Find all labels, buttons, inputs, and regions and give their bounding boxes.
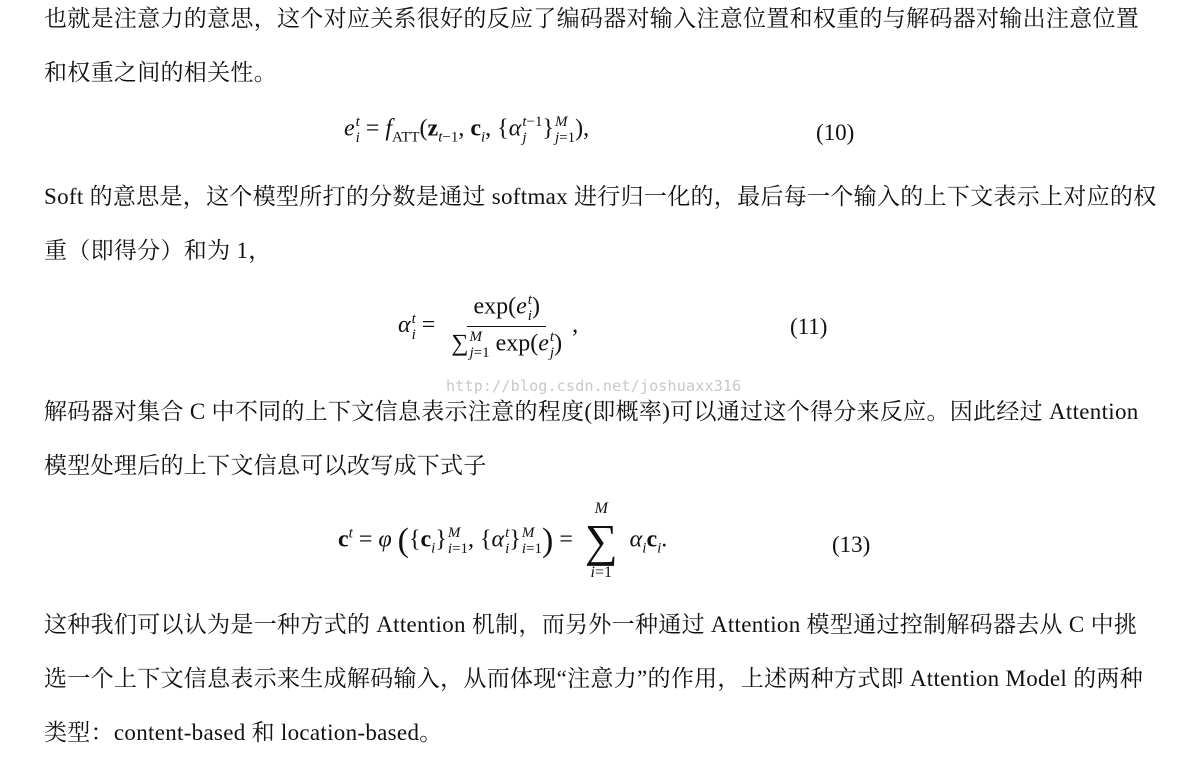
paragraph-1: 也就是注意力的意思，这个对应关系很好的反应了编码器对输入注意位置和权重的与解码器对输出注意位置和权重之间的相关性。 (44, 6, 1140, 85)
paragraph-4: 这种我们可以认为是一种方式的 Attention 机制，而另外一种通过 Attention 模型通过控制解码器去从 C 中挑选一个上下文信息表示来生成解码输入，从而体现“注意力”的作用，上述两种方式即 Attention Model 的两种类型：content-based 和 location-based。 (44, 612, 1143, 745)
summation-symbol: M ∑ i=1 (584, 500, 618, 581)
equation-10-number: (10) (816, 120, 855, 145)
equation-13-number: (13) (832, 532, 871, 557)
equation-11 (0, 292, 1192, 372)
equation-13 (0, 500, 1192, 590)
paragraph-3: 解码器对集合 C 中不同的上下文信息表示注意的程度(即概率)可以通过这个得分来反应。因此经过 Attention 模型处理后的上下文信息可以改写成下式子 (44, 399, 1139, 478)
equation-11-body: α t i = exp(e t i ) ∑ M j=1 exp(e t j ) , (398, 292, 579, 361)
equation-11-fraction: exp(e t i ) ∑ M j=1 exp(e t j ) (451, 292, 563, 361)
watermark: http://blog.csdn.net/joshuaxx316 (446, 377, 742, 395)
paragraph-2: Soft 的意思是，这个模型所打的分数是通过 softmax 进行归一化的，最后每一个输入的上下文表示上对应的权重（即得分）和为 1， (44, 184, 1157, 263)
equation-11-number: (11) (790, 314, 828, 339)
equation-10 (0, 108, 1192, 168)
equation-13-body: $c^t = \varphi$ ($\{c_i\}$ M i=1 , {α t i } M i=1 ) = M ∑ i=1 $\alpha_ic_i$. (338, 500, 668, 581)
equation-10-body: e t i = $f_{ATT}(z_{t-1}$, $c_i$, {α t−1 j } M j=1 ), (344, 114, 590, 146)
